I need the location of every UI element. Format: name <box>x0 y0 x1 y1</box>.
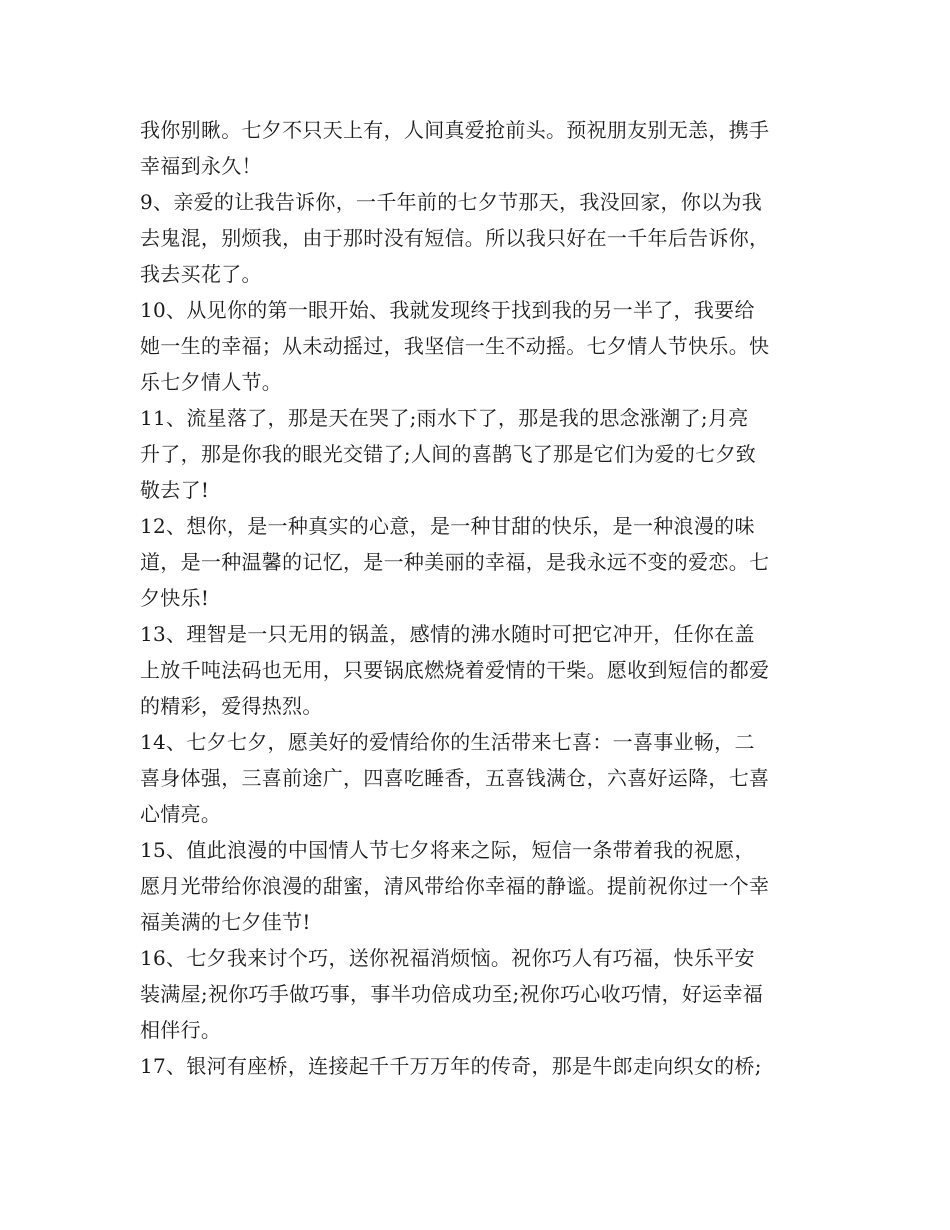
text-line: 心情亮。 <box>140 802 222 826</box>
text-line: 15、值此浪漫的中国情人节七夕将来之际，短信一条带着我的祝愿， <box>140 838 755 862</box>
text-line: 我你别瞅。七夕不只天上有，人间真爱抢前头。预祝朋友别无恙，携手 <box>140 118 770 142</box>
text-line: 夕快乐! <box>140 586 210 610</box>
text-line: 17、银河有座桥，连接起千千万万年的传奇，那是牛郎走向织女的桥; <box>140 1054 762 1078</box>
text-line: 愿月光带给你浪漫的甜蜜，清风带给你幸福的静谧。提前祝你过一个幸 <box>140 874 770 898</box>
text-line: 乐七夕情人节。 <box>140 370 283 394</box>
text-line: 福美满的七夕佳节! <box>140 910 311 934</box>
text-line: 相伴行。 <box>140 1018 222 1042</box>
text-line: 9、亲爱的让我告诉你，一千年前的七夕节那天，我没回家，你以为我 <box>140 190 763 214</box>
text-line: 幸福到永久！ <box>140 154 262 178</box>
text-line: 去鬼混，别烦我，由于那时没有短信。所以我只好在一千年后告诉你， <box>140 226 770 250</box>
text-line: 敬去了! <box>140 478 210 502</box>
text-line: 16、七夕我来讨个巧，送你祝福消烦恼。祝你巧人有巧福，快乐平安 <box>140 946 755 970</box>
document-body <box>140 112 820 1084</box>
text-line: 喜身体强，三喜前途广，四喜吃睡香，五喜钱满仓，六喜好运降，七喜 <box>140 766 770 790</box>
text-line: 升了，那是你我的眼光交错了;人间的喜鹊飞了那是它们为爱的七夕致 <box>140 442 757 466</box>
text-line: 14、七夕七夕，愿美好的爱情给你的生活带来七喜：一喜事业畅，二 <box>140 730 755 754</box>
text-line: 上放千吨法码也无用，只要锅底燃烧着爱情的干柴。愿收到短信的都爱 <box>140 658 770 682</box>
text-line: 11、流星落了，那是天在哭了;雨水下了，那是我的思念涨潮了;月亮 <box>140 406 749 430</box>
text-line: 13、理智是一只无用的锅盖，感情的沸水随时可把它冲开，任你在盖 <box>140 622 755 646</box>
text-line: 12、想你，是一种真实的心意，是一种甘甜的快乐，是一种浪漫的味 <box>140 514 755 538</box>
text-line: 10、从见你的第一眼开始、我就发现终于找到我的另一半了，我要给 <box>140 298 755 322</box>
text-line: 的精彩，爱得热烈。 <box>140 694 323 718</box>
text-line: 装满屋;祝你巧手做巧事，事半功倍成功至;祝你巧心收巧情，好运幸福 <box>140 982 764 1006</box>
text-line: 我去买花了。 <box>140 262 262 286</box>
text-line: 她一生的幸福；从未动摇过，我坚信一生不动摇。七夕情人节快乐。快 <box>140 334 770 358</box>
text-line: 道，是一种温馨的记忆，是一种美丽的幸福，是我永远不变的爱恋。七 <box>140 550 770 574</box>
